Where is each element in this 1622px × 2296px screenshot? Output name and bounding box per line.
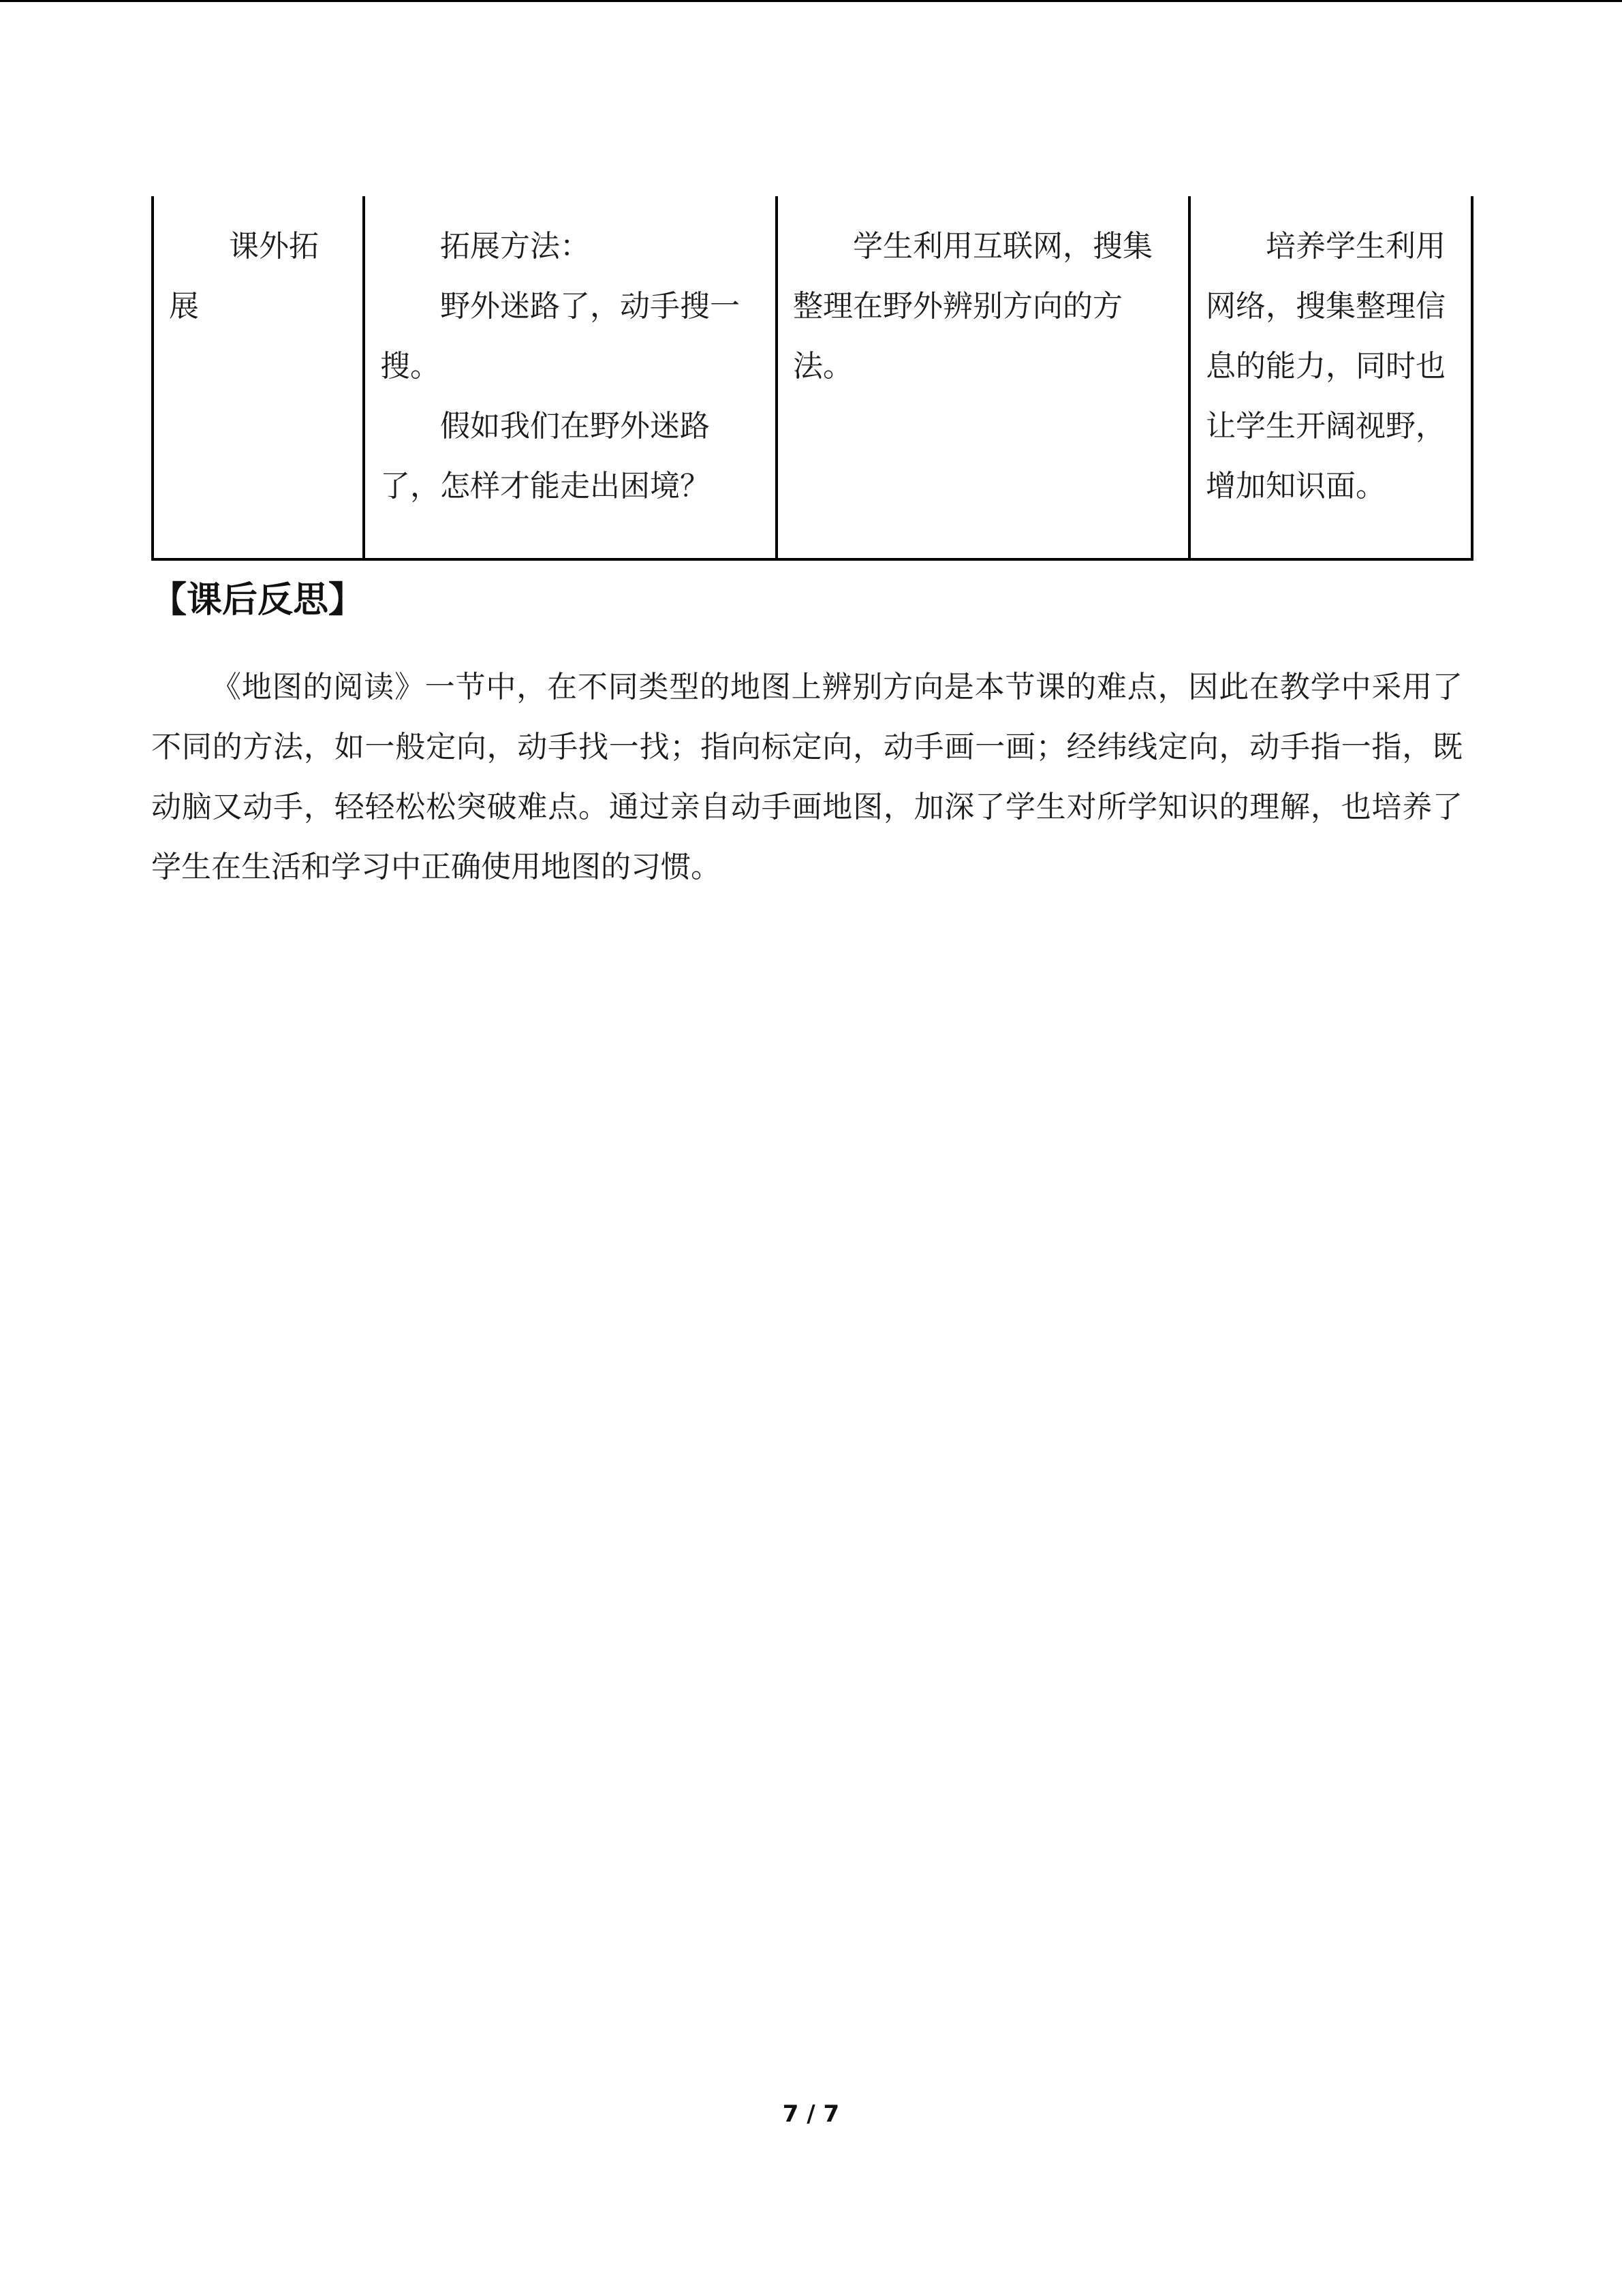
student-activity-cell (777, 196, 1189, 559)
lesson-plan-table (151, 196, 1473, 561)
teacher-activity-cell (364, 196, 777, 559)
reflection-heading: 【课后反思】 (151, 580, 364, 621)
design-intent-text: 培养学生利用网络，搜集整理信息的能力，同时也让学生开阔视野，增加知识面。 (1206, 229, 1446, 503)
page-number: 7 / 7 (782, 2100, 840, 2128)
teacher-activity-line: 野外迷路了，动手搜一搜。 (380, 289, 740, 384)
teacher-activity-line: 假如我们在野外迷路了，怎样才能走出困境？ (380, 409, 710, 503)
stage-text: 课外拓展 (169, 229, 319, 324)
teacher-activity-line: 拓展方法： (440, 229, 590, 264)
design-intent-cell (1189, 196, 1472, 559)
table-row (153, 196, 1472, 559)
stage-cell (153, 196, 364, 559)
document-page (0, 2, 1622, 2296)
reflection-paragraph: 《地图的阅读》一节中，在不同类型的地图上辨别方向是本节课的难点，因此在教学中采用了不同的方法，如一般定向，动手找一找；指向标定向，动手画一画；经纬线定向，动手指一指，既动脑又动手，轻轻松松突破难点。通过亲自动手画地图，加深了学生对所学知识的理解，也培养了学生在生活和学习中正确使用地图的习惯。 (151, 670, 1463, 884)
student-activity-text: 学生利用互联网，搜集整理在野外辨别方向的方法。 (793, 229, 1153, 384)
